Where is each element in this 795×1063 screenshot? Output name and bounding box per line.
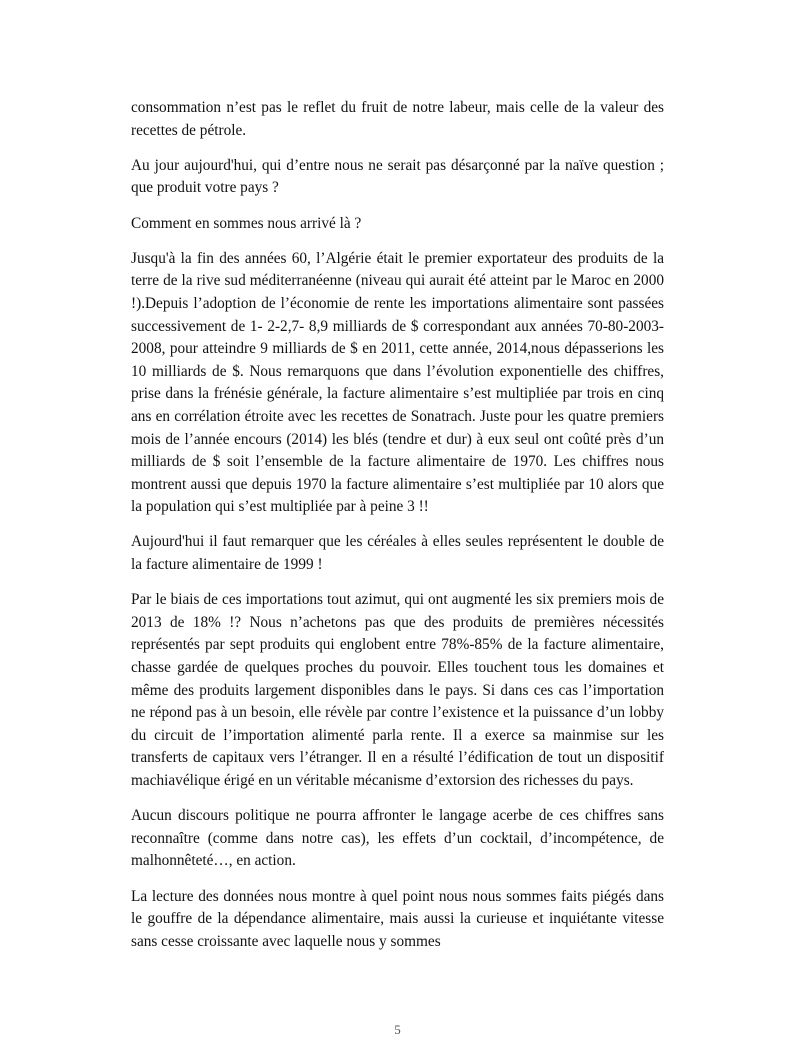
- body-text: [131, 97, 664, 966]
- paragraph-3: Comment en sommes nous arrivé là ?: [131, 214, 362, 232]
- paragraph-8: La lecture des données nous montre à quel point nous nous sommes faits piégés dans le gouffre de la dépendance alimentaire, mais aussi la curieuse et inquiétante vitesse sans cesse croissante avec laquelle nous y sommes: [131, 887, 664, 950]
- paragraph-1: consommation n’est pas le reflet du fruit de notre labeur, mais celle de la valeur des recettes de pétrole.: [131, 99, 664, 139]
- paragraph-5: Aujourd'hui il faut remarquer que les céréales à elles seules représentent le double de la facture alimentaire de 1999 !: [131, 533, 664, 574]
- page-number: 5: [394, 1022, 401, 1037]
- paragraph-2: Au jour aujourd'hui, qui d’entre nous ne serait pas désarçonné par la naïve question ; que produit votre pays ?: [131, 156, 664, 197]
- paragraph-6: Par le biais de ces importations tout azimut, qui ont augmenté les six premiers mois de 2013 de 18% !? Nous n’achetons pas que des produits de premières nécessités représentés par sept produits qui englobent entre 78%-85% de la facture alimentaire, chasse gardée de quelques proches du pouvoir. Elles touchent tous les domaines et même des produits largement disponibles dans le pays. Si dans ces cas l’importation ne répond pas à un besoin, elle révèle par contre l’existence et la puissance d’un lobby du circuit de l’importation alimenté parla rente. Il a exerce sa mainmise sur les transferts de capitaux vers l’étranger. Il en a résulté l’édification de tout un dispositif machiavélique érigé en un véritable mécanisme d’extorsion des richesses du pays.: [131, 591, 664, 789]
- paragraph-4: Jusqu'à la fin des années 60, l’Algérie était le premier exportateur des produits de la terre de la rive sud méditerranéenne (niveau qui aurait été atteint par le Maroc en 2000 !).Depuis l’adoption de l’économie de rente les importations alimentaire sont passées successivement de 1- 2-2,7- 8,9 milliards de $ correspondant aux années 70-80-2003-2008, pour atteindre 9 milliards de $ en 2011, cette année, 2014,nous dépasserions les 10 milliards de $. Nous remarquons que dans l’évolution exponentielle des chiffres, prise dans la frénésie générale, la facture alimentaire s’est multipliée par trois en cinq ans en corrélation étroite avec les recettes de Sonatrach. Juste pour les quatre premiers mois de l’année encours (2014) les blés (tendre et dur) à eux seul ont coûté près d’un milliards de $ soit l’ensemble de la facture alimentaire de 1970. Les chiffres nous montrent aussi que depuis 1970 la facture alimentaire s’est multipliée par 10 alors que la population qui s’est multipliée par à peine 3 !!: [131, 249, 664, 516]
- paragraph-7: Aucun discours politique ne pourra affronter le langage acerbe de ces chiffres sans reconnaître (comme dans notre cas), les effets d’un cocktail, d’incompétence, de malhonnêteté…, en action.: [131, 807, 664, 870]
